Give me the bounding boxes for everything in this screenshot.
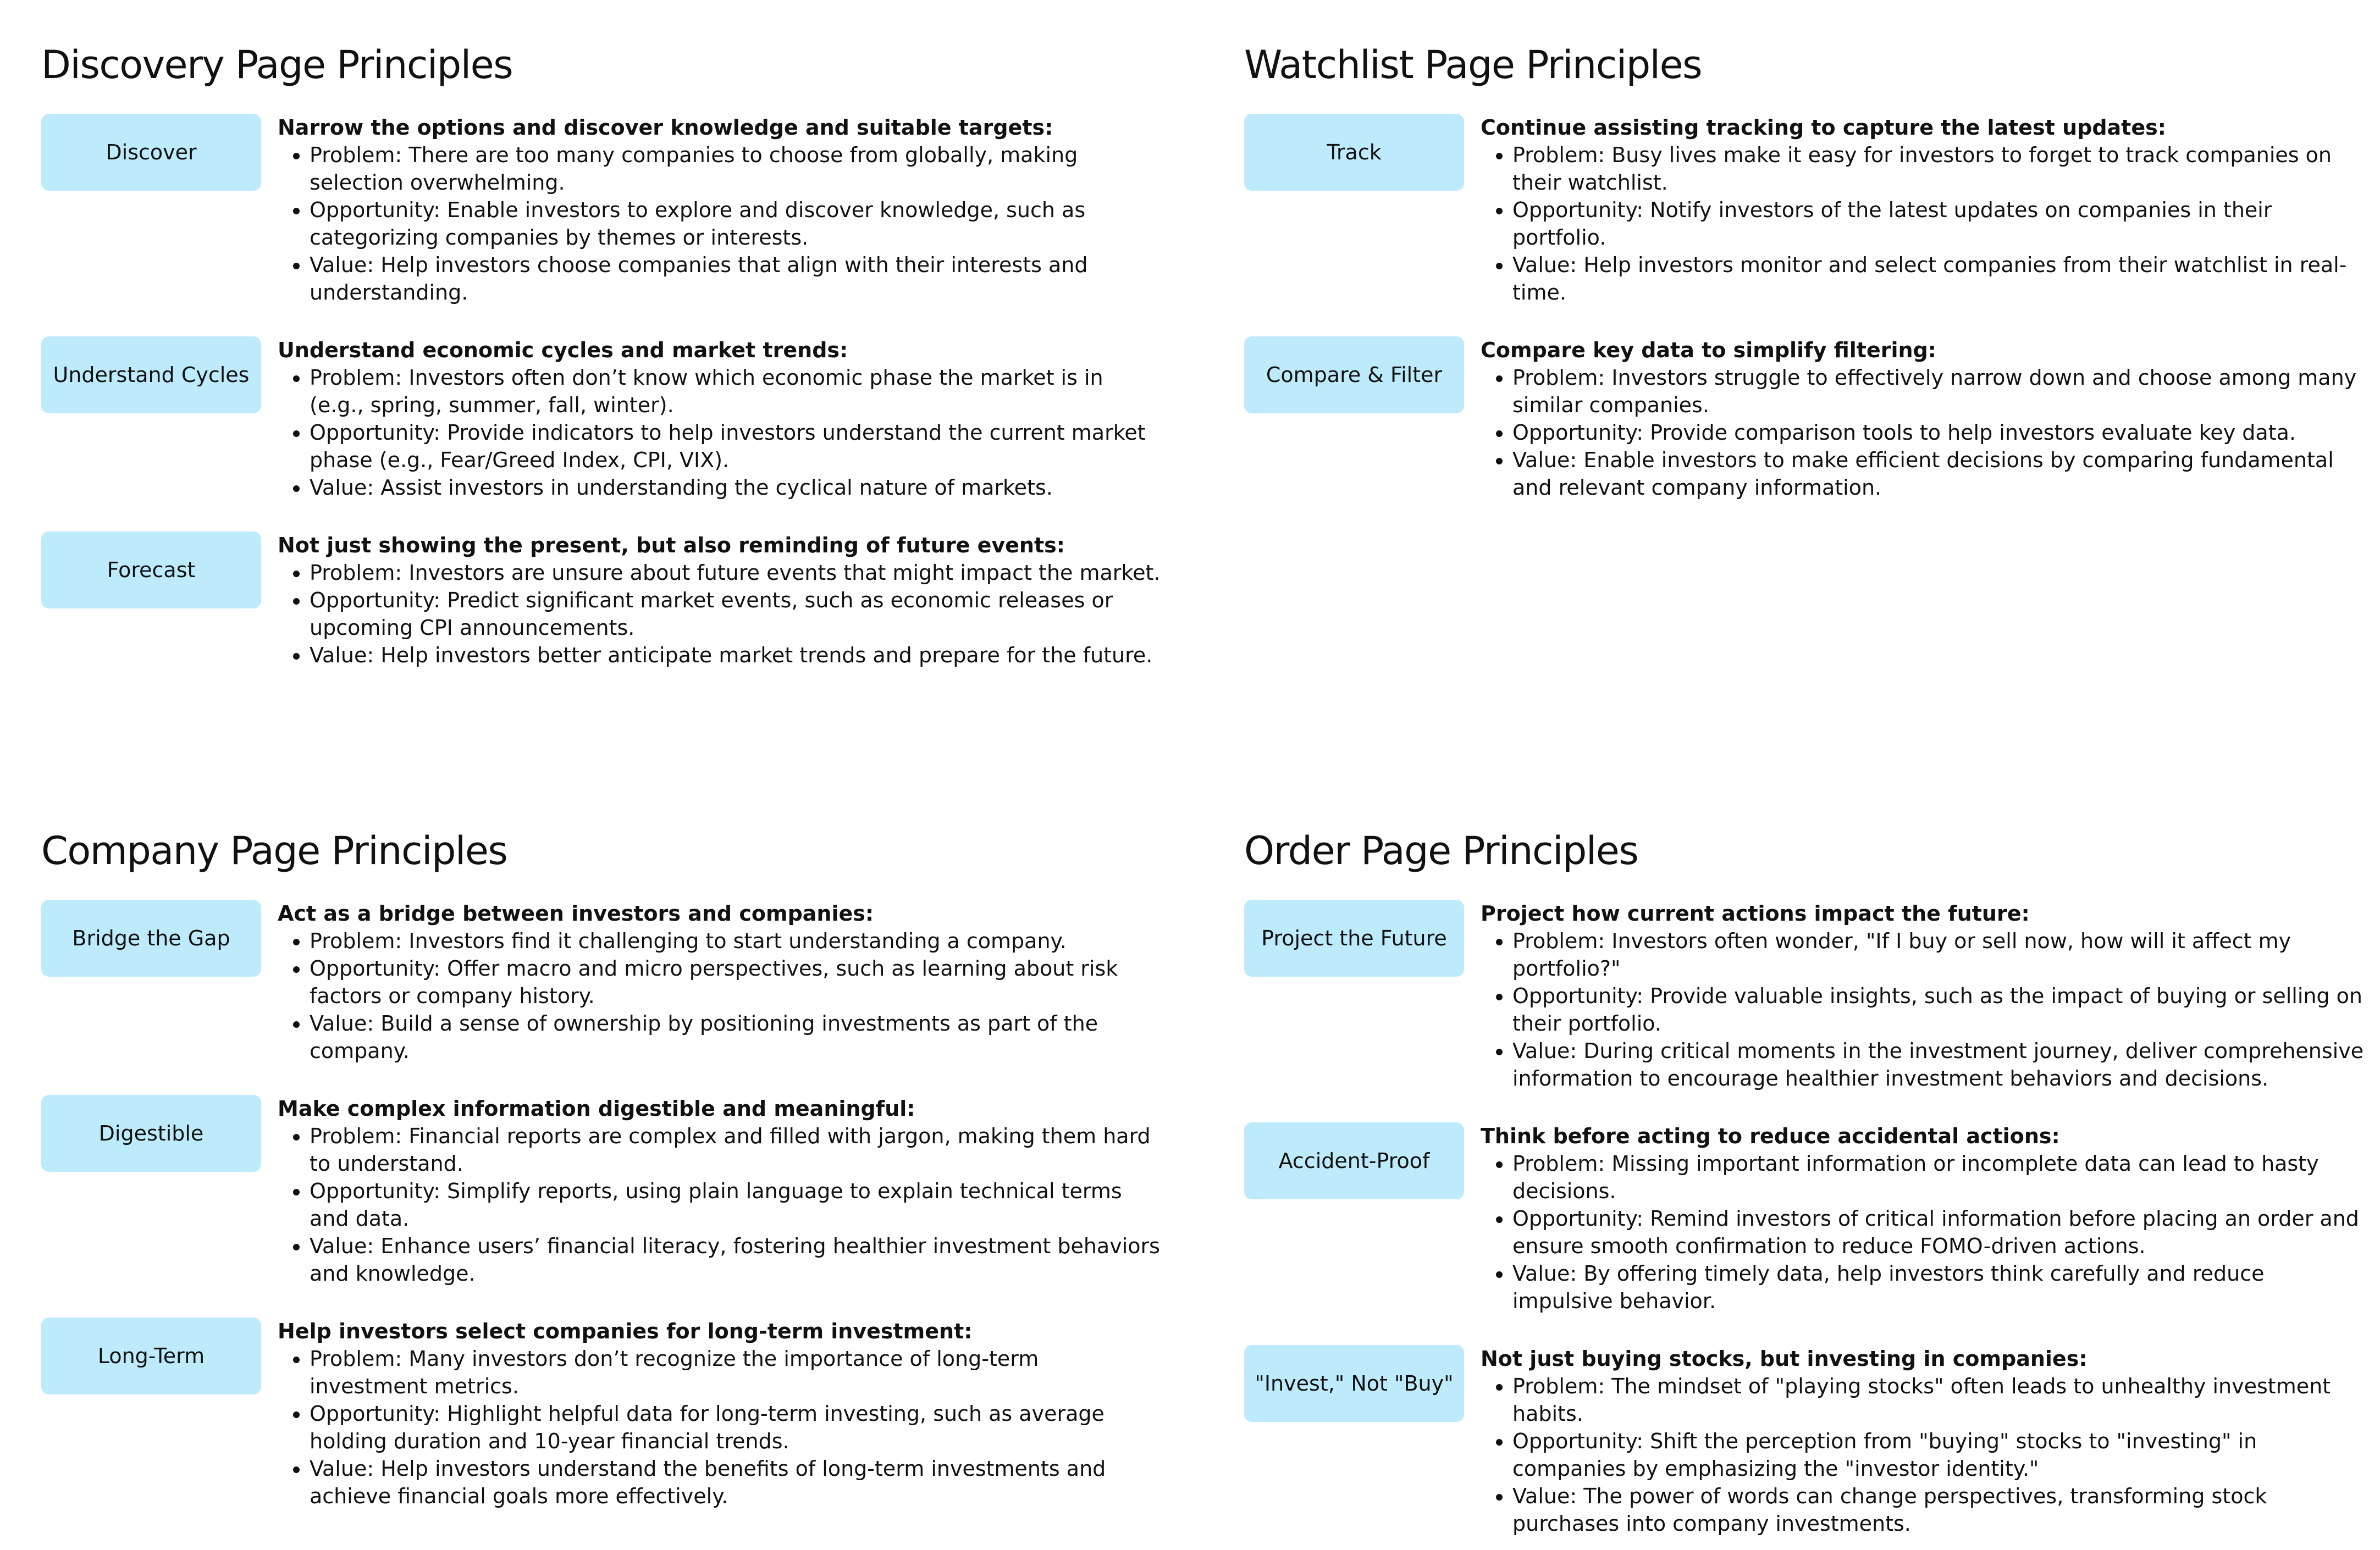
principle-row [41, 900, 1163, 1065]
principle-heading: Continue assisting tracking to capture the latest updates: [1481, 115, 2166, 140]
principle-text [278, 1318, 1163, 1510]
bullet-item: • Value: During critical moments in the investment journey, deliver comprehensive information to encourage healthier investment behaviors and decisions. [1512, 1037, 2366, 1092]
principle-text [1481, 1345, 2366, 1537]
bullet-item: • Opportunity: Notify investors of the latest updates on companies in their portfolio. [1512, 196, 2366, 251]
bullet-item: • Value: The power of words can change perspectives, transforming stock purchases into company investments. [1512, 1482, 2366, 1537]
bullet-item: • Opportunity: Provide valuable insights, such as the impact of buying or selling on their portfolio. [1512, 982, 2366, 1037]
principle-heading: Act as a bridge between investors and companies: [278, 901, 874, 926]
bullet-item: • Value: Help investors choose companies that align with their interests and understanding. [310, 251, 1163, 306]
bullet-item: • Problem: There are too many companies to choose from globally, making selection overwhelming. [310, 141, 1163, 196]
bullet-item: • Opportunity: Highlight helpful data for long-term investing, such as average holding duration and 10-year financial trends. [310, 1400, 1163, 1455]
principle-row [41, 1318, 1163, 1510]
principle-heading: Think before acting to reduce accidental actions: [1481, 1124, 2060, 1148]
bullet-item: • Problem: Investors often don’t know which economic phase the market is in (e.g., spring, summer, fall, winter). [310, 364, 1163, 419]
watchlist-section [1244, 44, 2366, 501]
principle-text [278, 1095, 1163, 1287]
principle-text [278, 532, 1163, 669]
bullet-item: • Problem: Investors often wonder, "If I buy or sell now, how will it affect my portfolio?" [1512, 927, 2366, 982]
bullet-item: • Value: Enable investors to make efficient decisions by comparing fundamental and relevant company information. [1512, 446, 2366, 501]
bullet-item: • Opportunity: Shift the perception from "buying" stocks to "investing" in companies by emphasizing the "investor identity." [1512, 1427, 2366, 1482]
bullet-item: • Opportunity: Provide comparison tools to help investors evaluate key data. [1512, 419, 2366, 446]
discovery-section [41, 44, 1163, 669]
principle-row [41, 114, 1163, 306]
bullet-item: • Problem: Financial reports are complex and filled with jargon, making them hard to understand. [310, 1122, 1163, 1177]
principle-row [41, 1095, 1163, 1287]
principle-tag: Accident-Proof [1244, 1122, 1464, 1199]
principle-bullets [278, 1345, 1163, 1510]
principle-tag: Track [1244, 114, 1464, 191]
principle-text [278, 336, 1163, 501]
principle-heading: Not just showing the present, but also reminding of future events: [278, 533, 1065, 557]
principle-tag: Understand Cycles [41, 336, 261, 413]
principle-heading: Compare key data to simplify filtering: [1481, 338, 1936, 362]
bullet-item: • Value: By offering timely data, help investors think carefully and reduce impulsive behavior. [1512, 1260, 2366, 1315]
principle-tag: Long-Term [41, 1318, 261, 1394]
principle-text [1481, 1122, 2366, 1315]
principle-bullets [278, 141, 1163, 306]
principle-row [41, 532, 1163, 669]
bullet-item: • Problem: Investors find it challenging to start understanding a company. [310, 927, 1163, 955]
bullet-item: • Value: Assist investors in understanding the cyclical nature of markets. [310, 474, 1163, 501]
principle-text [1481, 114, 2366, 306]
principle-row [1244, 1345, 2366, 1537]
principle-tag: Digestible [41, 1095, 261, 1172]
bullet-item: • Problem: Investors struggle to effectively narrow down and choose among many similar companies. [1512, 364, 2366, 419]
principle-bullets [1481, 141, 2366, 306]
section-title: Watchlist Page Principles [1244, 42, 1702, 87]
principle-bullets [278, 927, 1163, 1065]
principle-heading: Understand economic cycles and market trends: [278, 338, 848, 362]
principle-heading: Help investors select companies for long-term investment: [278, 1319, 973, 1343]
principle-row [1244, 114, 2366, 306]
principle-text [278, 114, 1163, 306]
bullet-item: • Opportunity: Predict significant market events, such as economic releases or upcoming CPI announcements. [310, 586, 1163, 641]
bullet-item: • Opportunity: Provide indicators to help investors understand the current market phase (e.g., Fear/Greed Index, CPI, VIX). [310, 419, 1163, 474]
bullet-item: • Problem: Missing important information or incomplete data can lead to hasty decisions. [1512, 1150, 2366, 1205]
order-section [1244, 830, 2366, 1537]
principle-text [1481, 900, 2366, 1092]
bullet-item: • Value: Help investors understand the benefits of long-term investments and achieve financial goals more effectively. [310, 1455, 1163, 1510]
principle-tag: "Invest," Not "Buy" [1244, 1345, 1464, 1422]
bullet-item: • Value: Help investors better anticipate market trends and prepare for the future. [310, 641, 1163, 669]
principle-row [1244, 900, 2366, 1092]
company-section [41, 830, 1163, 1510]
principle-text [278, 900, 1163, 1065]
principle-bullets [278, 1122, 1163, 1287]
principle-tag: Forecast [41, 532, 261, 608]
bullet-item: • Value: Enhance users’ financial literacy, fostering healthier investment behaviors and knowledge. [310, 1232, 1163, 1287]
principle-row [1244, 336, 2366, 501]
bullet-item: • Opportunity: Offer macro and micro perspectives, such as learning about risk factors or company history. [310, 955, 1163, 1010]
principle-heading: Project how current actions impact the future: [1481, 901, 2030, 926]
principle-row [1244, 1122, 2366, 1315]
bullet-item: • Opportunity: Enable investors to explore and discover knowledge, such as categorizing companies by themes or interests. [310, 196, 1163, 251]
principle-tag: Compare & Filter [1244, 336, 1464, 413]
bullet-item: • Problem: Investors are unsure about future events that might impact the market. [310, 559, 1163, 586]
principle-bullets [1481, 1150, 2366, 1315]
principle-bullets [1481, 927, 2366, 1092]
bullet-item: • Opportunity: Remind investors of critical information before placing an order and ensure smooth confirmation to reduce FOMO-driven actions. [1512, 1205, 2366, 1260]
section-title: Discovery Page Principles [41, 42, 513, 87]
bullet-item: • Problem: Busy lives make it easy for investors to forget to track companies on their watchlist. [1512, 141, 2366, 196]
bullet-item: • Value: Help investors monitor and select companies from their watchlist in real-time. [1512, 251, 2366, 306]
section-title: Company Page Principles [41, 828, 507, 873]
principle-tag: Bridge the Gap [41, 900, 261, 977]
principle-row [41, 336, 1163, 501]
bullet-item: • Problem: Many investors don’t recognize the importance of long-term investment metrics. [310, 1345, 1163, 1400]
section-title: Order Page Principles [1244, 828, 1638, 873]
principle-bullets [278, 559, 1163, 669]
bullet-item: • Opportunity: Simplify reports, using plain language to explain technical terms and data. [310, 1177, 1163, 1232]
principle-bullets [1481, 364, 2366, 501]
principle-bullets [278, 364, 1163, 501]
principle-heading: Not just buying stocks, but investing in companies: [1481, 1347, 2088, 1371]
principle-tag: Project the Future [1244, 900, 1464, 977]
principle-tag: Discover [41, 114, 261, 191]
principle-heading: Make complex information digestible and meaningful: [278, 1097, 915, 1121]
principle-bullets [1481, 1372, 2366, 1537]
principle-heading: Narrow the options and discover knowledge and suitable targets: [278, 115, 1053, 140]
bullet-item: • Value: Build a sense of ownership by positioning investments as part of the company. [310, 1010, 1163, 1065]
principle-text [1481, 336, 2366, 501]
bullet-item: • Problem: The mindset of "playing stocks" often leads to unhealthy investment habits. [1512, 1372, 2366, 1427]
